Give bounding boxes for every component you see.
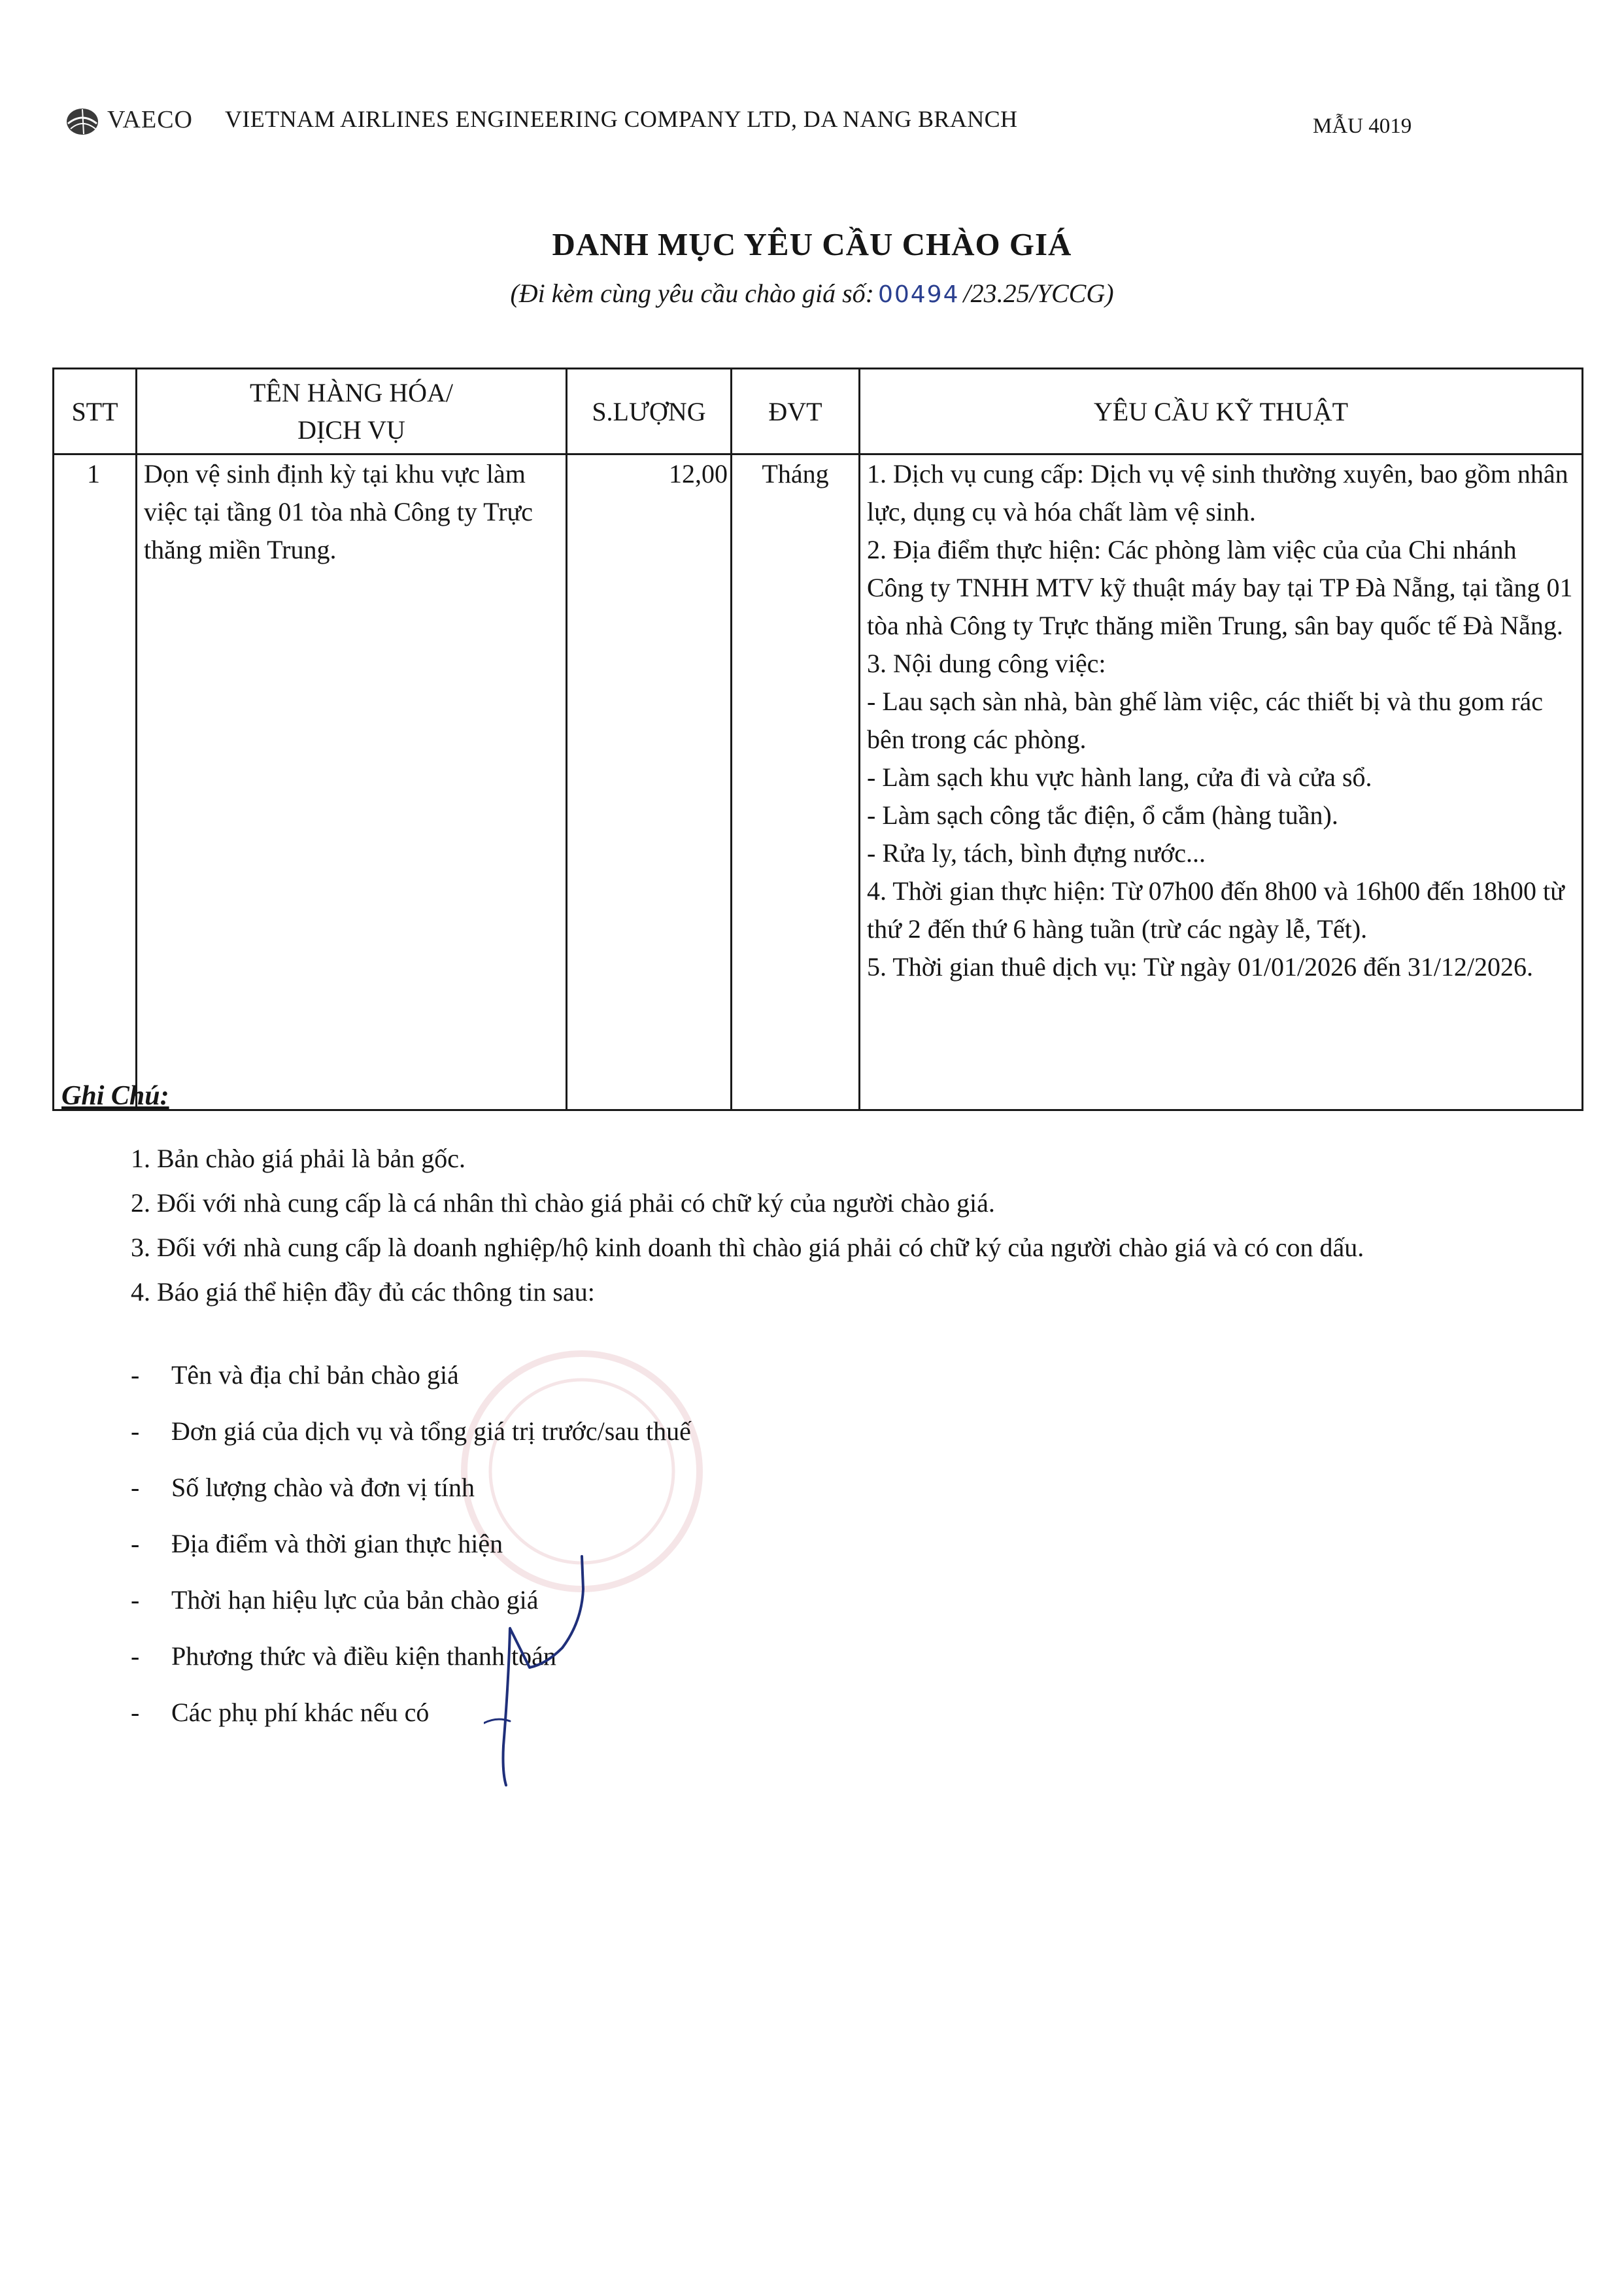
spec-line: - Làm sạch khu vực hành lang, cửa đi và cửa sổ.	[867, 762, 1372, 792]
list-item-text: Các phụ phí khác nếu có	[171, 1698, 430, 1727]
bullet-dash: -	[131, 1360, 140, 1390]
row-technical-requirements	[860, 454, 1583, 1110]
handwritten-request-number: 00494	[877, 281, 960, 308]
bullet-dash: -	[131, 1529, 140, 1558]
header-technical-requirements: YÊU CẦU KỸ THUẬT	[860, 369, 1583, 454]
bullet-dash: -	[131, 1473, 140, 1502]
spec-line: 2. Địa điểm thực hiện: Các phòng làm việc của của Chi nhánh Công ty TNHH MTV kỹ thuật máy bay tại TP Đà Nẵng, tại tầng 01 tòa nhà Công ty Trực thăng miền Trung, sân bay quốc tế Đà Nẵng.	[867, 535, 1573, 640]
header-item-name	[137, 369, 567, 454]
spec-line: 1. Dịch vụ cung cấp: Dịch vụ vệ sinh thường xuyên, bao gồm nhân lực, dụng cụ và hóa chất làm vệ sinh.	[867, 459, 1568, 526]
note-item: 3. Đối với nhà cung cấp là doanh nghiệp/hộ kinh doanh thì chào giá phải có chữ ký của người chào giá và có con dấu.	[131, 1233, 1364, 1262]
bullet-dash: -	[131, 1698, 140, 1727]
row-stt: 1	[54, 454, 137, 1110]
form-code: MẪU 4019	[1313, 114, 1412, 138]
note-item: 1. Bản chào giá phải là bản gốc.	[131, 1144, 466, 1173]
table-row	[54, 454, 1583, 1110]
company-name: VIETNAM AIRLINES ENGINEERING COMPANY LTD, DA NANG BRANCH	[225, 106, 1018, 132]
list-item-text: Tên và địa chỉ bản chào giá	[171, 1360, 459, 1390]
header-unit: ĐVT	[732, 369, 860, 454]
spec-line: - Rửa ly, tách, bình đựng nước...	[867, 838, 1206, 868]
header-item-name-line1: TÊN HÀNG HÓA/	[249, 378, 454, 407]
row-unit: Tháng	[732, 454, 860, 1110]
bullet-dash: -	[131, 1641, 140, 1671]
spec-line: 3. Nội dung công việc:	[867, 649, 1106, 678]
document-title: DANH MỤC YÊU CẦU CHÀO GIÁ	[552, 226, 1072, 262]
header-stt: STT	[54, 369, 137, 454]
list-item-text: Số lượng chào và đơn vị tính	[171, 1473, 475, 1502]
logo-text: VAECO	[107, 106, 193, 133]
vaeco-logo-icon	[64, 104, 105, 137]
handwritten-signature-icon	[484, 1550, 601, 1798]
spec-line: - Lau sạch sàn nhà, bàn ghế làm việc, các thiết bị và thu gom rác bên trong các phòng.	[867, 687, 1544, 754]
bullet-dash: -	[131, 1416, 140, 1446]
list-item-text: Thời hạn hiệu lực của bản chào giá	[171, 1585, 539, 1615]
document-header	[64, 101, 1568, 141]
spec-line: - Làm sạch công tắc điện, ổ cắm (hàng tuần).	[867, 800, 1338, 830]
spec-line: 4. Thời gian thực hiện: Từ 07h00 đến 8h00 và 16h00 đến 18h00 từ thứ 2 đến thứ 6 hàng tuần (trừ các ngày lễ, Tết).	[867, 876, 1565, 944]
note-item: 4. Báo giá thể hiện đầy đủ các thông tin sau:	[131, 1277, 595, 1307]
table-header-row	[54, 369, 1583, 454]
list-item-text: Địa điểm và thời gian thực hiện	[171, 1529, 503, 1558]
note-item: 2. Đối với nhà cung cấp là cá nhân thì chào giá phải có chữ ký của người chào giá.	[131, 1188, 995, 1218]
header-item-name-line2: DỊCH VỤ	[297, 415, 405, 445]
list-item-text: Phương thức và điều kiện thanh toán	[171, 1641, 556, 1671]
numbered-notes	[131, 1139, 1406, 1317]
header-quantity: S.LƯỢNG	[567, 369, 732, 454]
bullet-dash: -	[131, 1585, 140, 1615]
quotation-items-table	[52, 368, 1583, 1111]
spec-line: 5. Thời gian thuê dịch vụ: Từ ngày 01/01/2026 đến 31/12/2026.	[867, 952, 1534, 982]
list-item-text: Đơn giá của dịch vụ và tổng giá trị trước/sau thuế	[171, 1416, 691, 1446]
notes-heading: Ghi Chú:	[61, 1081, 169, 1111]
document-subtitle	[0, 278, 1624, 309]
row-quantity: 12,00	[567, 454, 732, 1110]
subtitle-prefix: (Đi kèm cùng yêu cầu chào giá số:	[510, 279, 874, 308]
row-item-name: Dọn vệ sinh định kỳ tại khu vực làm việc tại tầng 01 tòa nhà Công ty Trực thăng miền Trung.	[137, 454, 567, 1110]
subtitle-suffix: /23.25/YCCG)	[963, 279, 1114, 308]
